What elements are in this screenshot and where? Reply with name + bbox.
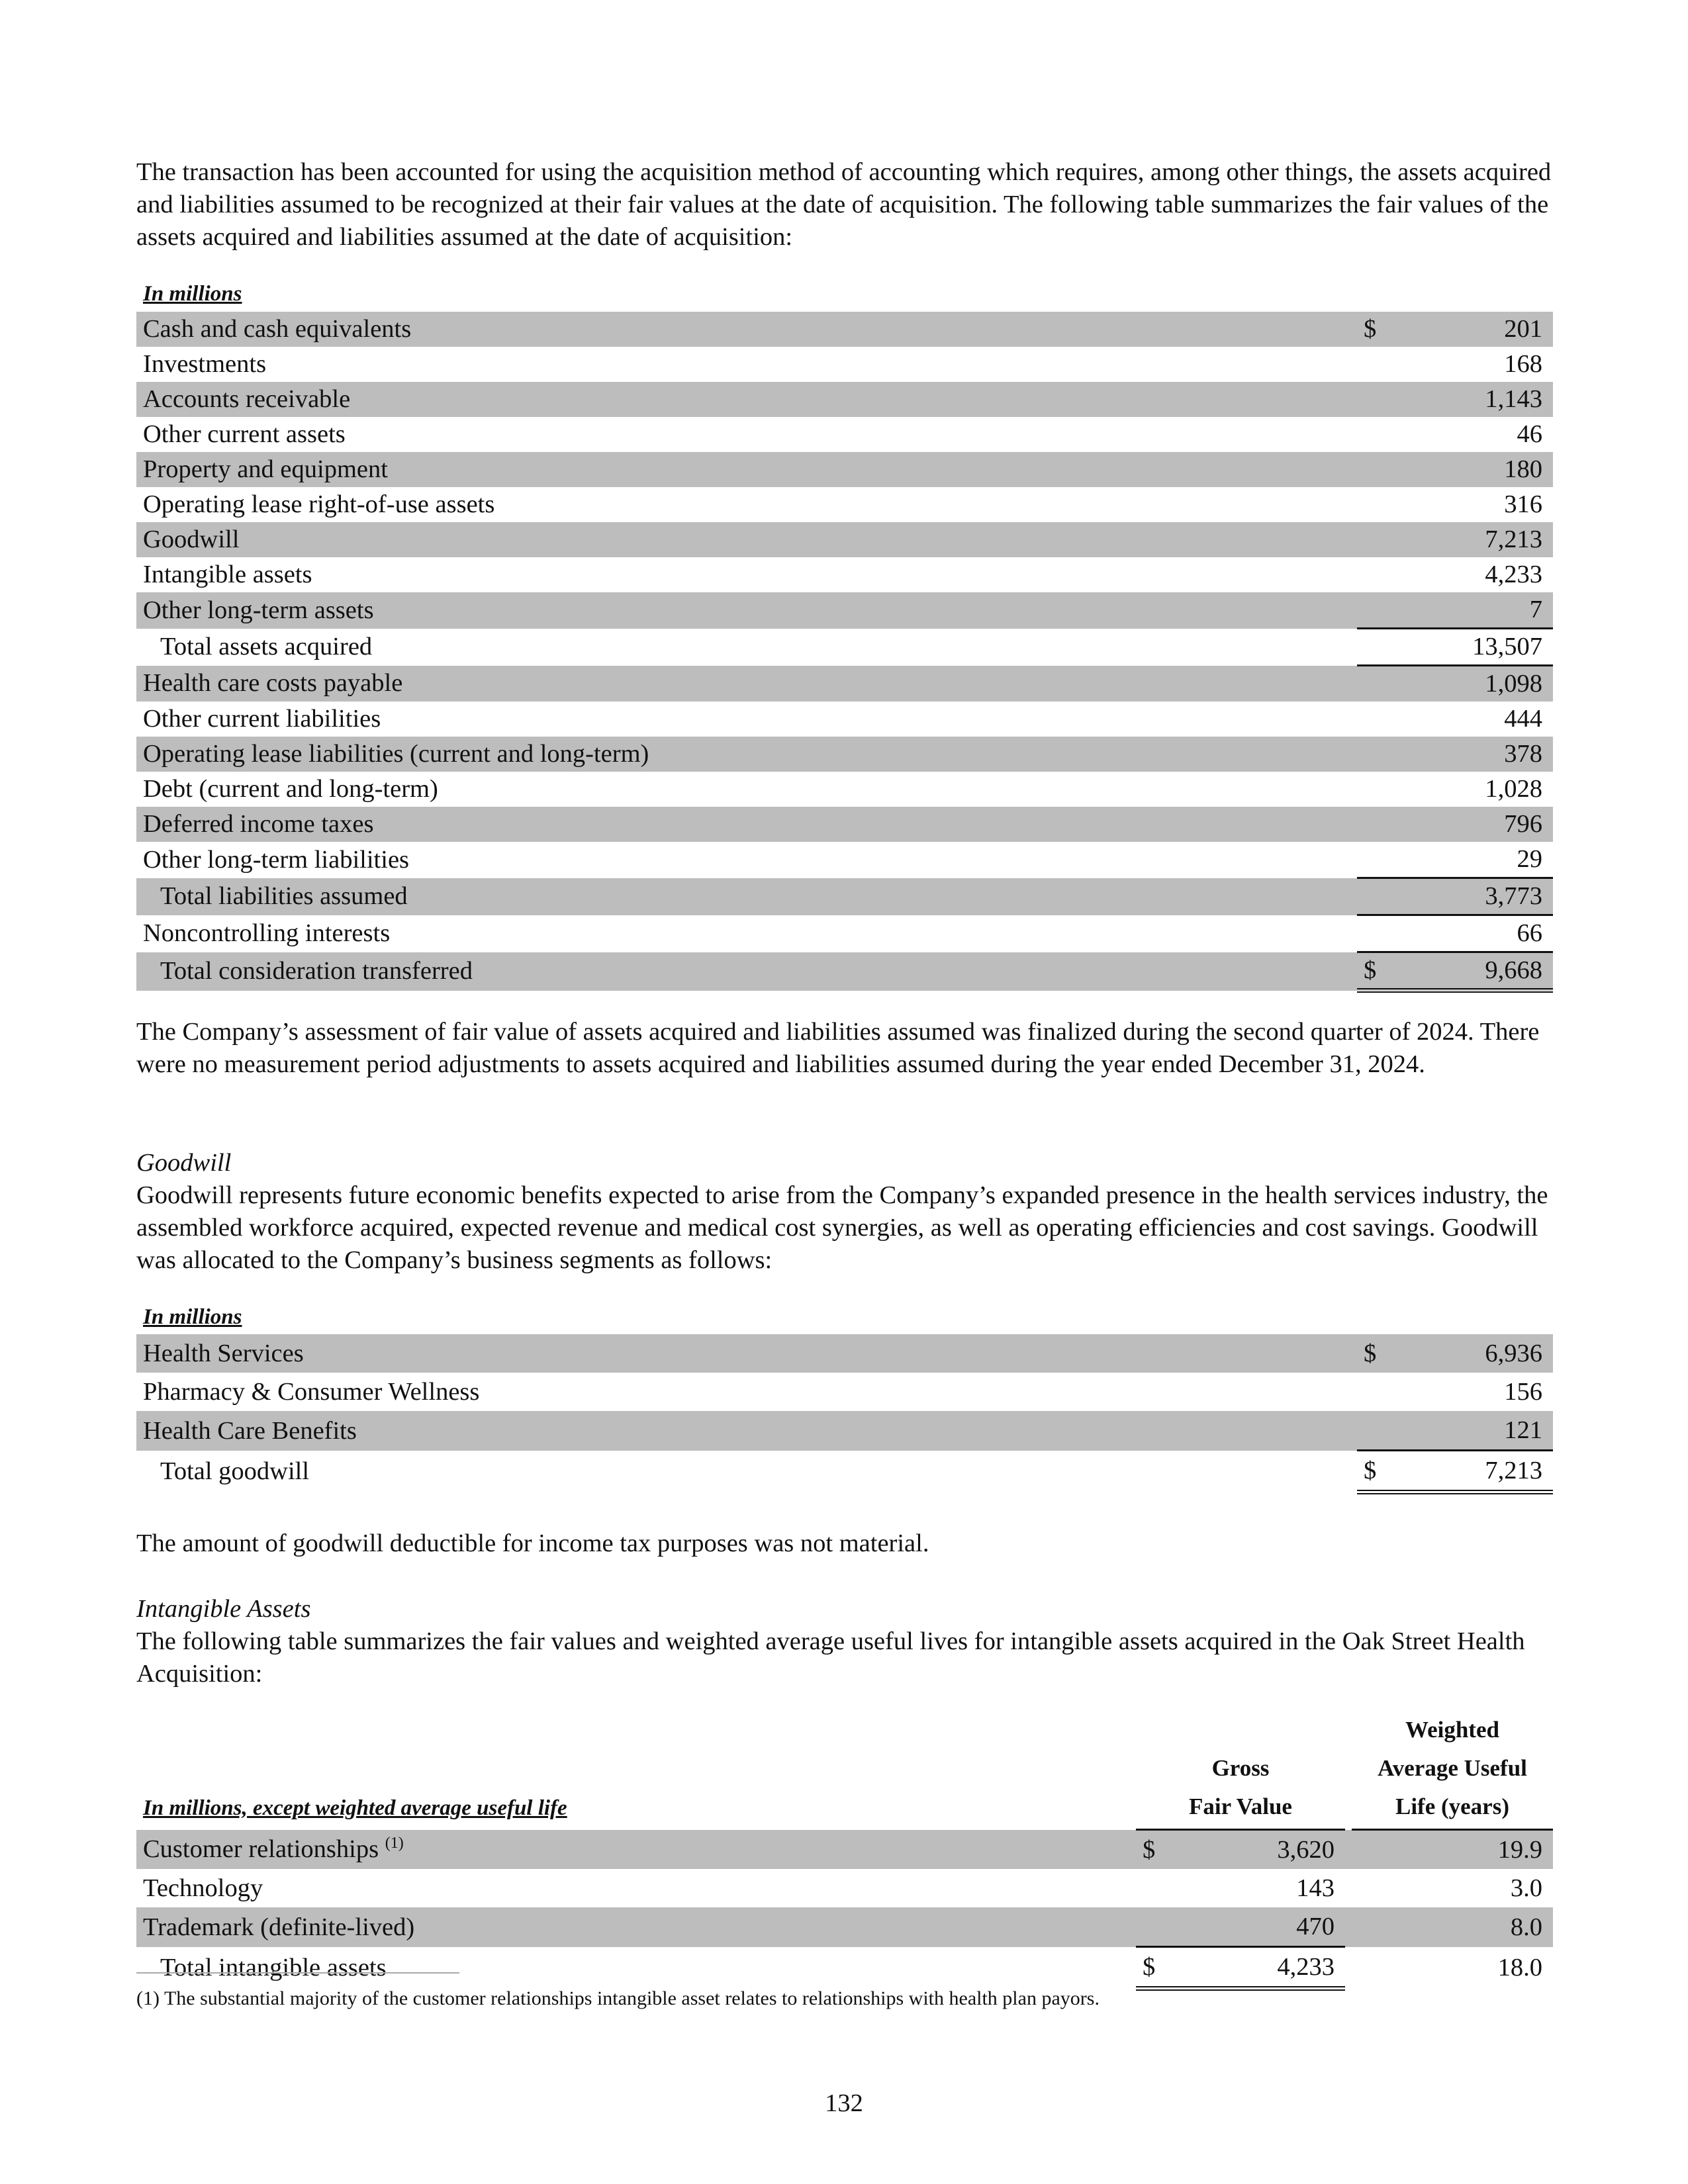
row-label: Total goodwill xyxy=(160,1457,310,1485)
table-row xyxy=(136,1907,1553,1947)
row-value: 9,668 xyxy=(1403,952,1553,991)
column-gap xyxy=(1345,1830,1352,1870)
footnote-rule xyxy=(136,1972,459,1974)
table-row xyxy=(136,1869,1553,1907)
row-label: Investments xyxy=(143,350,267,378)
row-label: Operating lease right-of-use assets xyxy=(143,490,495,518)
table-row xyxy=(136,878,1553,915)
row-value: 378 xyxy=(1403,737,1553,772)
row-label: Cash and cash equivalents xyxy=(136,312,1357,347)
table-row xyxy=(136,1373,1553,1411)
row-value: 180 xyxy=(1403,452,1553,487)
gross-fair-value: 3,620 xyxy=(1182,1830,1345,1870)
table-row xyxy=(136,1334,1553,1373)
row-label: Other long-term assets xyxy=(136,592,1357,629)
intangible-assets-table xyxy=(136,1711,1553,1991)
acquisition-fair-value-table xyxy=(136,312,1553,993)
table-row xyxy=(136,1451,1553,1492)
row-label xyxy=(136,1947,1136,1989)
table-row xyxy=(136,772,1553,807)
row-label: Health Care Benefits xyxy=(136,1411,1357,1451)
goodwill-paragraph: Goodwill represents future economic benefits expected to arise from the Company’s expanded presence in the health services industry, the assembled workforce acquired, expected revenue and medical cost synergies, as well as operating efficiencies and cost savings. Goodwill was allocated to the Company’s business segments as follows: xyxy=(136,1181,1548,1274)
row-label: Noncontrolling interests xyxy=(143,919,391,947)
row-label xyxy=(136,1869,1136,1907)
currency-symbol xyxy=(1357,842,1403,878)
currency-symbol xyxy=(1357,1373,1403,1411)
row-label: Total assets acquired xyxy=(160,633,373,660)
table-row xyxy=(136,702,1553,737)
row-value: 796 xyxy=(1403,807,1553,842)
table-row xyxy=(136,522,1553,557)
currency-symbol xyxy=(1357,522,1403,557)
row-value: 29 xyxy=(1517,845,1542,873)
row-value: 1,098 xyxy=(1403,666,1553,702)
table3-caption: In millions, except weighted average useful life xyxy=(143,1796,567,1820)
row-label: Other current liabilities xyxy=(143,705,381,733)
currency-symbol: $ xyxy=(1357,1334,1403,1373)
currency-symbol xyxy=(1357,737,1403,772)
row-label: Total liabilities assumed xyxy=(136,878,1357,915)
table2-caption: In millions xyxy=(143,1305,242,1329)
row-label: Deferred income taxes xyxy=(136,807,1357,842)
table-row xyxy=(136,312,1553,347)
gross-fair-value-header: Gross Fair Value xyxy=(1189,1755,1292,1819)
row-value: 3,773 xyxy=(1403,878,1553,915)
row-value: 7 xyxy=(1403,592,1553,629)
table-row xyxy=(136,557,1553,592)
row-label: Other long-term liabilities xyxy=(143,845,410,874)
row-value: 13,507 xyxy=(1403,629,1553,666)
currency-symbol xyxy=(1136,1907,1182,1947)
useful-life-header: Weighted Average Useful Life (years) xyxy=(1378,1717,1527,1819)
currency-symbol: $ xyxy=(1357,952,1403,991)
currency-symbol xyxy=(1357,1411,1403,1451)
row-label: Accounts receivable xyxy=(136,382,1357,417)
row-label: Debt (current and long-term) xyxy=(143,775,438,803)
row-value: 316 xyxy=(1504,490,1542,518)
currency-symbol xyxy=(1357,592,1403,629)
row-value: 168 xyxy=(1504,350,1542,378)
assessment-paragraph: The Company’s assessment of fair value of assets acquired and liabilities assumed was finalized during the second quarter of 2024. There were no measurement period adjustments to assets acquired and liabilities assumed during the year ended December 31, 2024. xyxy=(136,1018,1540,1078)
column-gap xyxy=(1345,1907,1352,1947)
goodwill-allocation-table xyxy=(136,1334,1553,1494)
row-label: Pharmacy & Consumer Wellness xyxy=(143,1378,480,1406)
gross-fair-value: 470 xyxy=(1182,1907,1345,1947)
row-value: 121 xyxy=(1403,1411,1553,1451)
currency-symbol xyxy=(1357,382,1403,417)
table1-caption: In millions xyxy=(143,282,242,306)
table-row xyxy=(136,347,1553,382)
row-value: 6,936 xyxy=(1403,1334,1553,1373)
row-value: 1,028 xyxy=(1485,775,1542,803)
useful-life-value: 19.9 xyxy=(1352,1830,1553,1870)
currency-symbol xyxy=(1357,417,1403,452)
column-gap xyxy=(1345,1869,1352,1907)
row-value: 444 xyxy=(1504,705,1542,733)
row-label: Intangible assets xyxy=(143,561,312,588)
column-gap xyxy=(1345,1947,1352,1989)
page-number: 132 xyxy=(825,2089,863,2117)
useful-life-value: 8.0 xyxy=(1352,1907,1553,1947)
table-row xyxy=(136,487,1553,522)
row-value: 66 xyxy=(1403,915,1553,952)
table-row xyxy=(136,592,1553,629)
row-value: 7,213 xyxy=(1403,522,1553,557)
row-value: 46 xyxy=(1517,420,1542,448)
row-label: Goodwill xyxy=(136,522,1357,557)
table-row xyxy=(136,417,1553,452)
gross-fair-value: 4,233 xyxy=(1182,1947,1345,1989)
table-row xyxy=(136,952,1553,991)
currency-symbol xyxy=(1357,487,1403,522)
currency-symbol: $ xyxy=(1136,1830,1182,1870)
table-row xyxy=(136,666,1553,702)
table-row xyxy=(136,452,1553,487)
row-label: Health care costs payable xyxy=(136,666,1357,702)
row-label-text: Technology xyxy=(143,1874,263,1902)
row-label xyxy=(136,1830,1136,1870)
currency-symbol xyxy=(1357,557,1403,592)
table-row xyxy=(136,807,1553,842)
row-label xyxy=(136,1907,1136,1947)
useful-life-value: 18.0 xyxy=(1497,1954,1542,1981)
table-row xyxy=(136,842,1553,878)
currency-symbol xyxy=(1357,702,1403,737)
currency-symbol xyxy=(1357,347,1403,382)
row-label-text: Customer relationships xyxy=(143,1835,379,1864)
footnote: (1) The substantial majority of the customer relationships intangible asset relates to relationships with health plan payors. xyxy=(136,1987,1100,2009)
currency-symbol: $ xyxy=(1136,1947,1182,1989)
currency-symbol: $ xyxy=(1357,1451,1403,1492)
row-label: Property and equipment xyxy=(136,452,1357,487)
currency-symbol: $ xyxy=(1357,312,1403,347)
currency-symbol xyxy=(1357,452,1403,487)
table-row xyxy=(136,1947,1553,1989)
currency-symbol xyxy=(1357,629,1403,666)
row-value: 1,143 xyxy=(1403,382,1553,417)
row-value: 7,213 xyxy=(1403,1451,1553,1492)
table-row xyxy=(136,1411,1553,1451)
row-label: Other current assets xyxy=(143,420,346,448)
currency-symbol xyxy=(1357,772,1403,807)
row-value: 156 xyxy=(1504,1378,1542,1406)
gross-fair-value: 143 xyxy=(1296,1874,1335,1902)
row-label: Total consideration transferred xyxy=(136,952,1357,991)
table-row xyxy=(136,737,1553,772)
row-value: 201 xyxy=(1403,312,1553,347)
intangible-paragraph: The following table summarizes the fair values and weighted average useful lives for intangible assets acquired in the Oak Street Health Acquisition: xyxy=(136,1627,1525,1688)
currency-symbol xyxy=(1136,1869,1182,1907)
footnote-marker: (1) xyxy=(385,1835,404,1852)
intangible-heading: Intangible Assets xyxy=(136,1595,311,1623)
intro-paragraph: The transaction has been accounted for using the acquisition method of accounting which requires, among other things, the assets acquired and liabilities assumed to be recognized at their fair values at the date of acquisition. The following table summarizes the fair values of the assets acquired and liabilities assumed at the date of acquisition: xyxy=(136,158,1552,251)
table-row xyxy=(136,629,1553,666)
table-row xyxy=(136,382,1553,417)
useful-life-value: 3.0 xyxy=(1510,1874,1542,1902)
row-label: Operating lease liabilities (current and long-term) xyxy=(136,737,1357,772)
currency-symbol xyxy=(1357,915,1403,952)
table-row xyxy=(136,915,1553,952)
currency-symbol xyxy=(1357,666,1403,702)
row-label: Health Services xyxy=(136,1334,1357,1373)
row-label-text: Total intangible assets xyxy=(160,1954,387,1981)
currency-symbol xyxy=(1357,878,1403,915)
row-value: 4,233 xyxy=(1485,561,1542,588)
goodwill-heading: Goodwill xyxy=(136,1149,232,1177)
row-label-text: Trademark (definite-lived) xyxy=(143,1913,415,1941)
currency-symbol xyxy=(1357,807,1403,842)
deductible-paragraph: The amount of goodwill deductible for income tax purposes was not material. xyxy=(136,1529,929,1557)
table-row xyxy=(136,1830,1553,1870)
